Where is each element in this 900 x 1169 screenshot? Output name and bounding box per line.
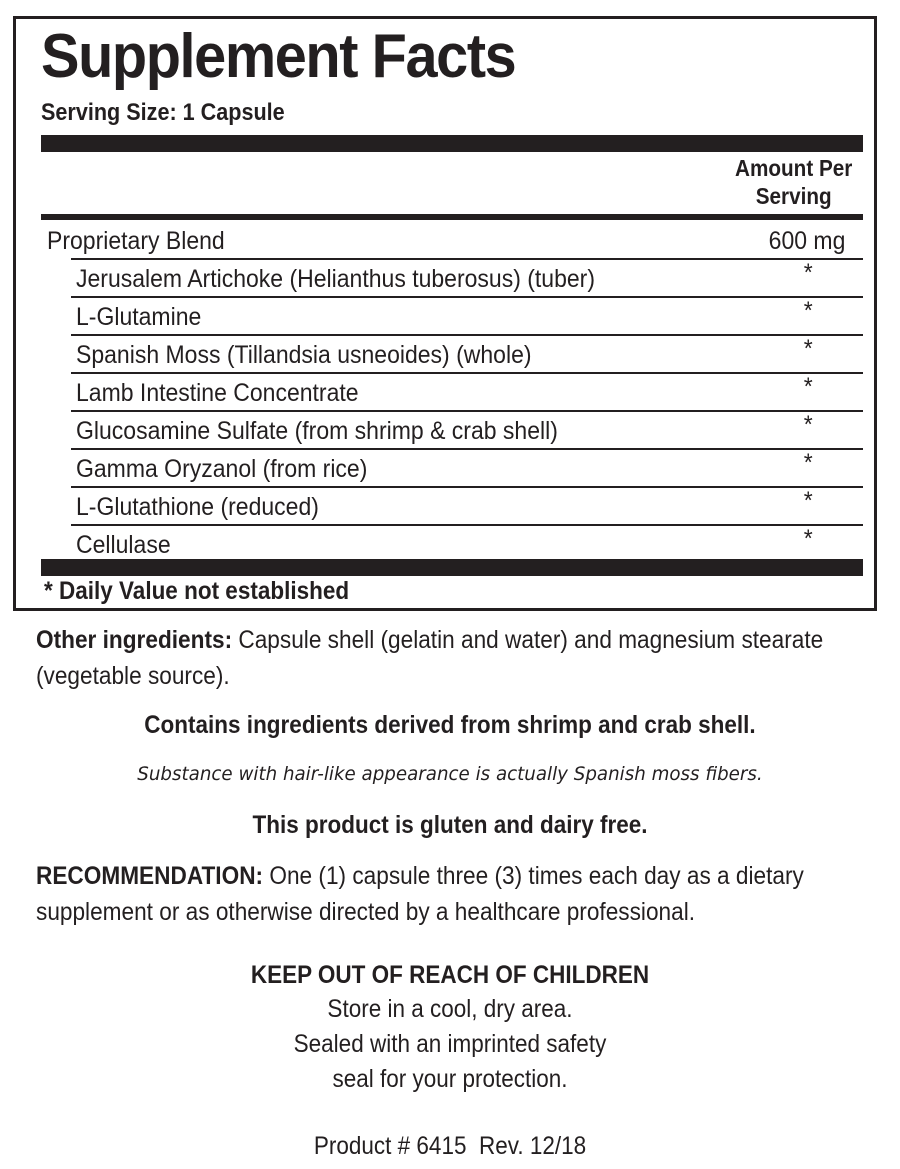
amount-header-line-2: Serving <box>755 183 832 209</box>
supplement-facts-panel <box>13 16 877 611</box>
ingredient-row <box>41 412 863 450</box>
ingredient-row <box>41 260 863 298</box>
ingredient-row <box>41 336 863 374</box>
other-ingredients-label: Other ingredients: <box>36 626 233 654</box>
ingredient-amount: * <box>804 487 813 515</box>
recommendation-text: One (1) capsule three (3) times each day as a dietary supplement or as otherwise directed by a healthcare professional. <box>36 862 804 926</box>
ingredient-amount: * <box>804 297 813 325</box>
footer-divider-thick <box>41 559 863 576</box>
storage-instructions <box>45 992 855 1097</box>
serving-size: Serving Size: 1 Capsule <box>41 99 285 126</box>
amount-header-line-1: Amount Per <box>734 155 852 181</box>
ingredient-amount: * <box>804 335 813 363</box>
ingredient-amount: * <box>804 525 813 553</box>
ingredient-name: Jerusalem Artichoke (Helianthus tuberosus) (tuber) <box>76 265 596 293</box>
other-ingredients-text: Capsule shell (gelatin and water) and magnesium stearate (vegetable source). <box>36 626 824 690</box>
ingredient-name: Gamma Oryzanol (from rice) <box>76 455 368 483</box>
ingredient-name: Cellulase <box>76 531 171 559</box>
children-warning: KEEP OUT OF REACH OF CHILDREN <box>250 961 650 989</box>
ingredient-name: L-Glutamine <box>76 303 202 331</box>
ingredient-name: Spanish Moss (Tillandsia usneoides) (whole) <box>76 341 532 369</box>
gluten-statement: This product is gluten and dairy free. <box>252 811 648 839</box>
ingredient-name: Lamb Intestine Concentrate <box>76 379 359 407</box>
ingredient-row <box>41 488 863 526</box>
ingredient-amount: * <box>804 259 813 287</box>
amount-per-serving-header <box>735 154 852 210</box>
ingredient-name: Glucosamine Sulfate (from shrimp & crab shell) <box>76 417 558 445</box>
storage-line-2: Sealed with an imprinted safety <box>293 1030 607 1058</box>
appearance-note: Substance with hair-like appearance is actually Spanish moss fibers. <box>137 763 763 785</box>
storage-line-3: seal for your protection. <box>332 1065 568 1093</box>
other-ingredients <box>36 622 832 694</box>
product-number: Product # 6415 Rev. 12/18 <box>313 1132 587 1160</box>
recommendation <box>36 858 864 930</box>
header-divider-medium <box>41 214 863 220</box>
header-divider-thick <box>41 135 863 152</box>
ingredient-row <box>41 298 863 336</box>
daily-value-footnote: * Daily Value not established <box>44 577 350 605</box>
blend-amount: 600 mg <box>768 227 845 255</box>
ingredient-row <box>41 450 863 488</box>
blend-row <box>41 222 863 260</box>
ingredient-name: L-Glutathione (reduced) <box>76 493 319 521</box>
ingredient-row <box>41 374 863 412</box>
panel-title: Supplement Facts <box>41 22 516 91</box>
recommendation-label: RECOMMENDATION: <box>36 862 264 890</box>
ingredient-amount: * <box>804 373 813 401</box>
blend-name: Proprietary Blend <box>47 227 225 255</box>
allergen-statement: Contains ingredients derived from shrimp and crab shell. <box>144 711 756 739</box>
storage-line-1: Store in a cool, dry area. <box>327 995 573 1023</box>
ingredient-amount: * <box>804 411 813 439</box>
ingredient-amount: * <box>804 449 813 477</box>
